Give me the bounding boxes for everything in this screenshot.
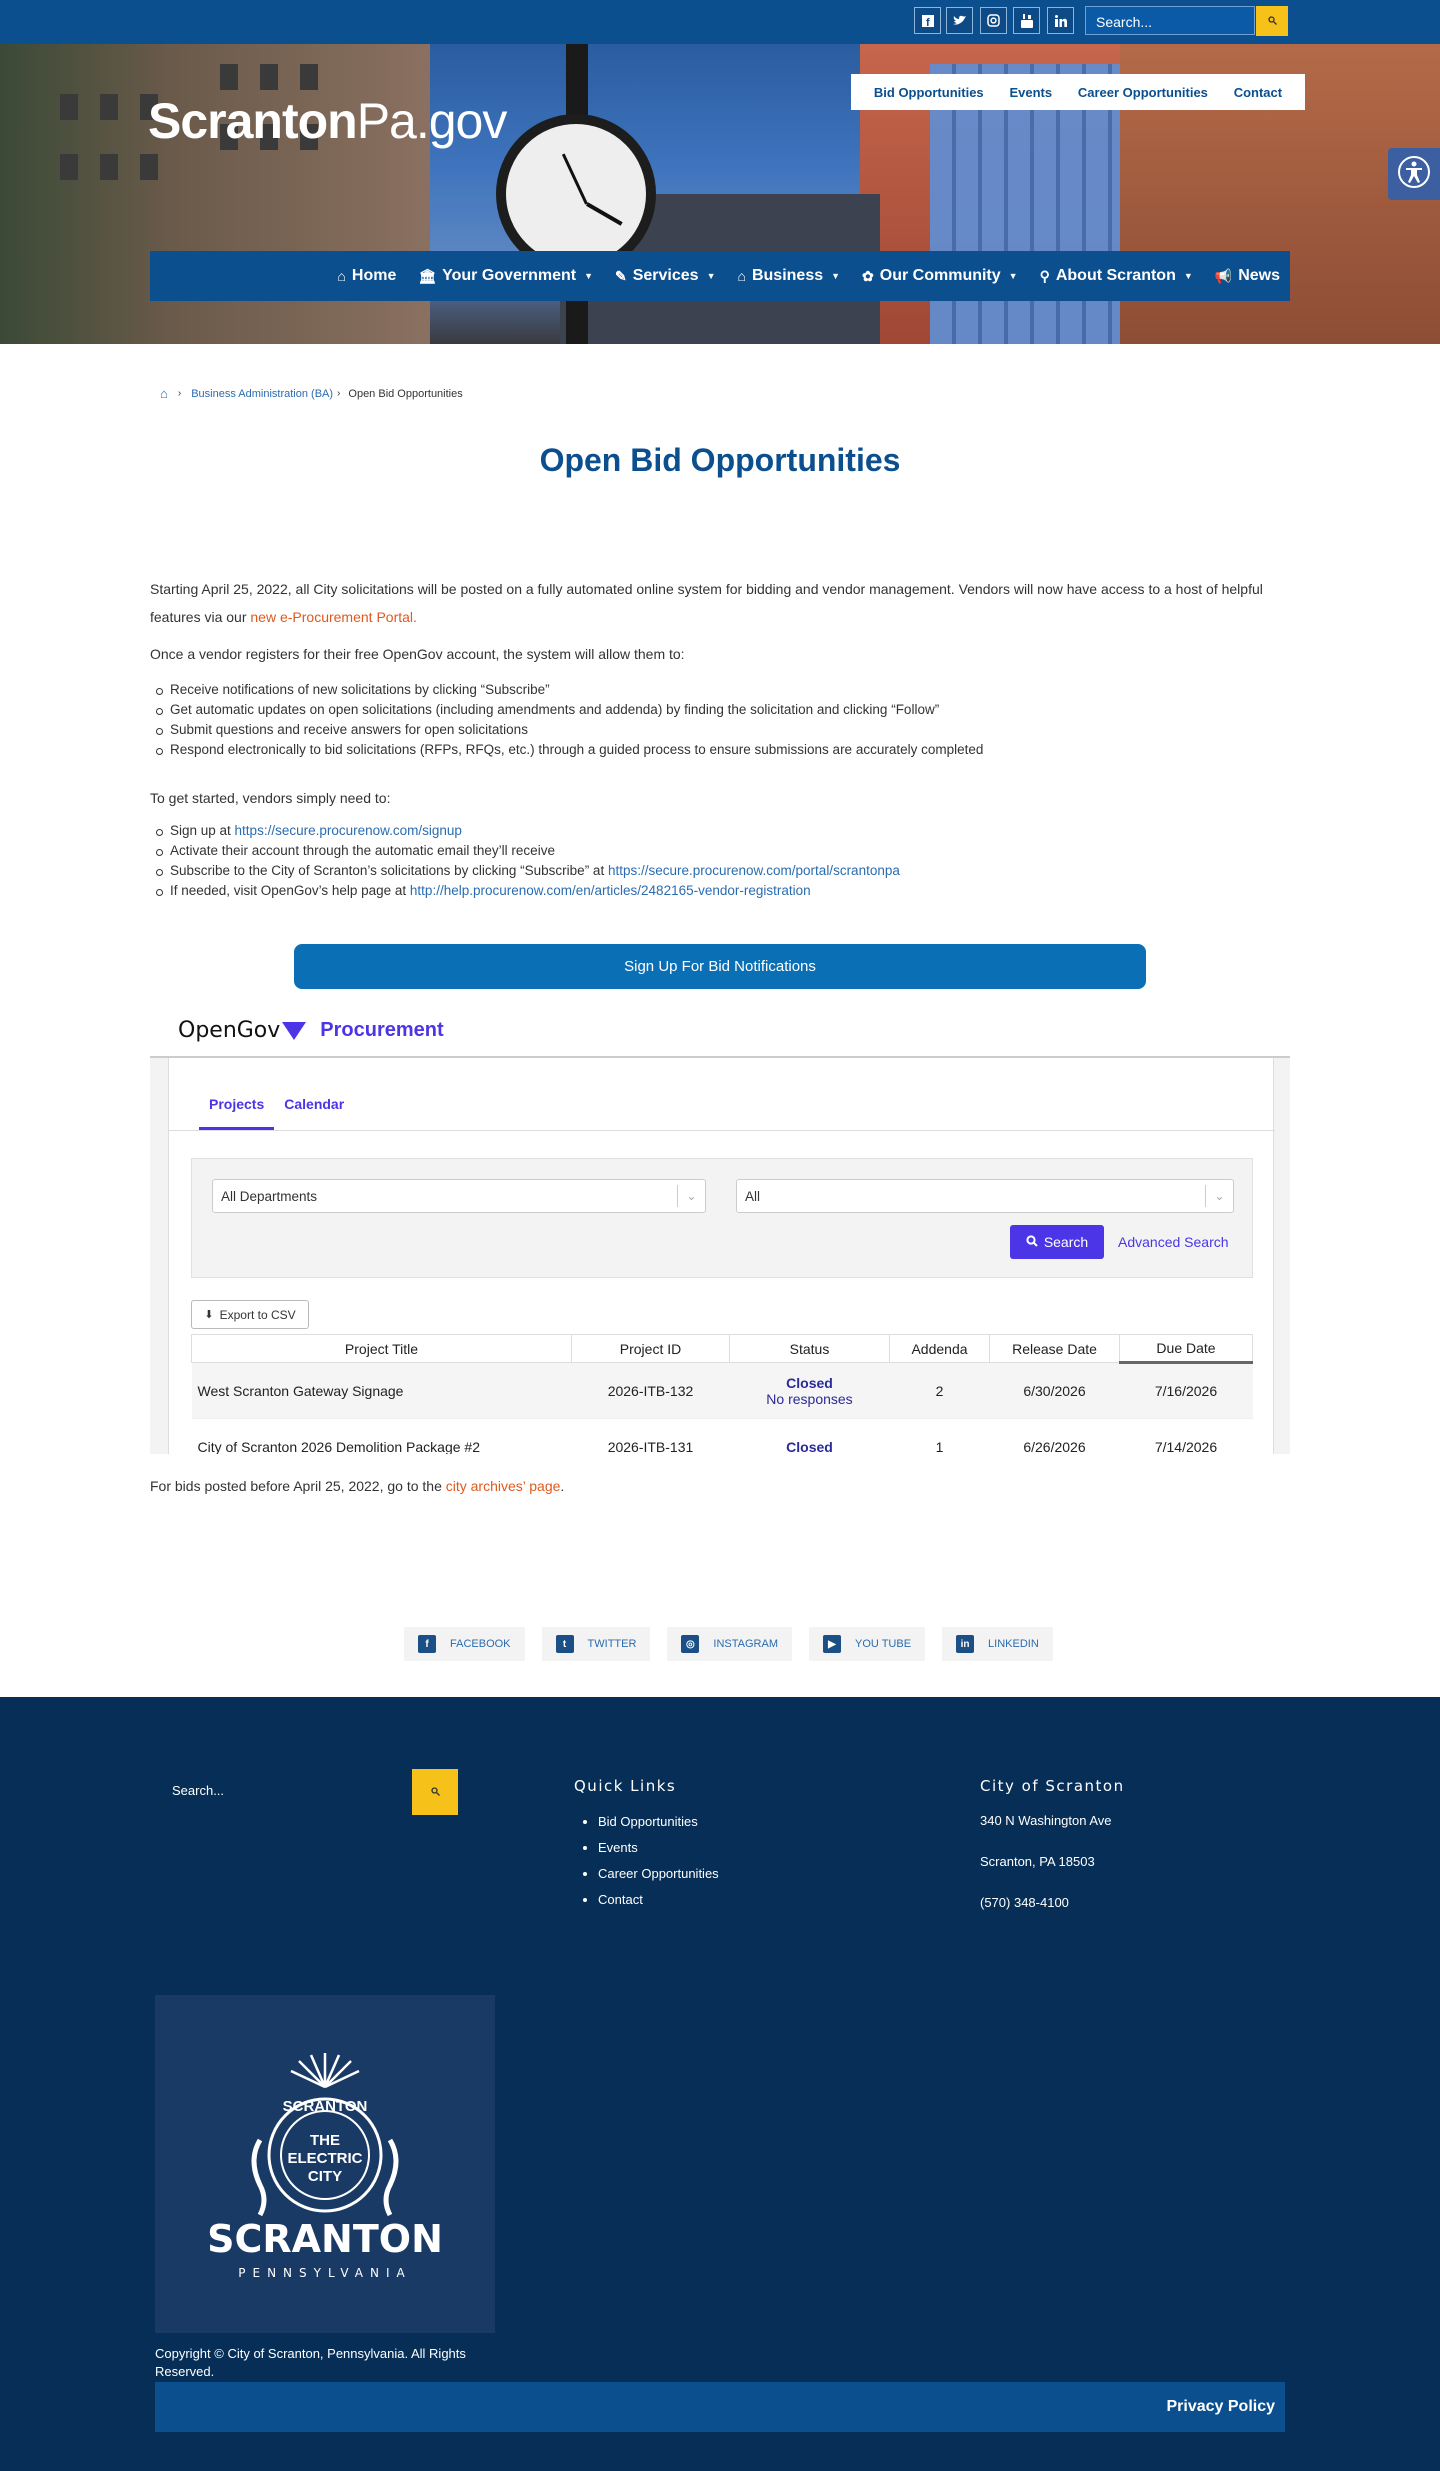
chevron-down-icon: ⌄: [677, 1185, 705, 1207]
column-header-release-date[interactable]: Release Date: [990, 1335, 1120, 1363]
nav-item-news[interactable]: [1215, 267, 1280, 285]
status-select[interactable]: [736, 1179, 1234, 1213]
column-header-status[interactable]: Status: [730, 1335, 890, 1363]
quick-link-bid-opportunities[interactable]: • Bid Opportunities: [598, 1809, 719, 1835]
list-item: [150, 861, 900, 881]
search-icon: [1026, 1234, 1038, 1250]
quick-links-heading: Quick Links: [574, 1777, 677, 1795]
logo-text-domain: Pa.gov: [356, 93, 507, 149]
department-select[interactable]: [212, 1179, 706, 1213]
caret-down-icon: ▼: [1008, 271, 1018, 281]
benefits-list: [150, 680, 983, 760]
status-cell: [730, 1419, 890, 1455]
quick-link-career-opportunities[interactable]: • Career Opportunities: [598, 1861, 719, 1887]
status-badge: Closed: [786, 1438, 833, 1454]
intro-text: Starting April 25, 2022, all City solicitations will be posted on a fully automated online system for bidding and vendor management. Vendors will now have access to a host of helpful features via our: [150, 581, 1263, 625]
seal-ring-text: SCRANTON: [282, 2098, 368, 2115]
community-icon: ✿: [862, 267, 874, 284]
column-header-project-id[interactable]: Project ID: [572, 1335, 730, 1363]
projects-table: [191, 1334, 1253, 1454]
seal-wordmark: SCRANTON: [207, 2217, 443, 2261]
linkedin-icon: in: [956, 1635, 974, 1653]
due-date-cell: 7/14/2026: [1120, 1419, 1253, 1455]
nav-item-home[interactable]: [337, 267, 396, 285]
tab-calendar[interactable]: Calendar: [284, 1096, 345, 1112]
twitter-square-icon[interactable]: [946, 7, 973, 34]
sign-up-bid-notifications-button[interactable]: Sign Up For Bid Notifications: [294, 944, 1146, 989]
list-item: Get automatic updates on open solicitations (including amendments and addenda) by finding the solicitation and clicking “Follow”: [150, 700, 983, 720]
table-header-row: [192, 1335, 1253, 1363]
utility-link-events[interactable]: Events: [1009, 84, 1053, 100]
home-icon[interactable]: ⌂: [160, 386, 168, 401]
status-badge: Closed: [786, 1374, 833, 1391]
nav-item-label: Your Government: [442, 267, 577, 284]
nav-item-label: Home: [351, 267, 397, 284]
nav-item-label: Services: [632, 267, 699, 284]
signup-url-link[interactable]: https://secure.procurenow.com/signup: [234, 823, 462, 838]
site-logo[interactable]: [148, 92, 506, 150]
home-icon: ⌂: [337, 268, 346, 284]
facebook-link[interactable]: [404, 1627, 525, 1661]
tab-projects[interactable]: Projects: [199, 1058, 274, 1130]
youtube-icon: ▶: [823, 1635, 841, 1653]
main-navigation: [150, 251, 1290, 301]
footer-bottom-bar: [155, 2382, 1285, 2432]
address-line-2: Scranton, PA 18503: [980, 1854, 1095, 1869]
street-clock-image: [496, 114, 656, 274]
status-note: No responses: [766, 1390, 853, 1407]
column-header-project-title[interactable]: Project Title: [192, 1335, 572, 1363]
release-date-cell: 6/26/2026: [990, 1419, 1120, 1455]
store-icon: ⌂: [737, 268, 746, 284]
table-row[interactable]: [192, 1363, 1253, 1419]
project-id-cell: 2026-ITB-132: [572, 1363, 730, 1419]
caret-down-icon: ▼: [1183, 271, 1193, 281]
utility-nav: [851, 74, 1305, 110]
social-label: FACEBOOK: [450, 1638, 511, 1650]
project-title-cell: West Scranton Gateway Signage: [192, 1363, 572, 1419]
opengov-triangle-icon: [282, 1022, 306, 1040]
opengov-widget-panel: [168, 1058, 1274, 1454]
project-title-cell: City of Scranton 2026 Demolition Package #2: [192, 1419, 572, 1455]
search-button-label: Search: [1043, 1234, 1089, 1250]
department-select-value: All Departments: [221, 1188, 318, 1204]
filters-panel: [191, 1158, 1253, 1278]
release-date-cell: 6/30/2026: [990, 1363, 1120, 1419]
nav-item-label: About Scranton: [1055, 267, 1176, 284]
city-heading: City of Scranton: [980, 1777, 1125, 1795]
advanced-search-link[interactable]: Advanced Search: [1118, 1234, 1229, 1250]
list-item: Respond electronically to bid solicitations (RFPs, RFQs, etc.) through a guided process to ensure submissions are accurately completed: [150, 740, 983, 760]
footer-search-input[interactable]: Search...: [156, 1769, 412, 1815]
due-date-cell: 7/16/2026: [1120, 1363, 1253, 1419]
caret-down-icon: ▼: [706, 271, 716, 281]
nav-item-label: Business: [751, 267, 824, 284]
widget-tabs: [199, 1058, 354, 1130]
caret-down-icon: ▼: [831, 271, 841, 281]
hero-banner: [0, 44, 1440, 344]
city-archives-link[interactable]: city archives’ page: [445, 1478, 561, 1494]
project-search-button[interactable]: [1010, 1225, 1104, 1259]
social-label: LINKEDIN: [988, 1638, 1039, 1650]
nav-item-your-government[interactable]: [418, 267, 593, 285]
status-select-value: All: [745, 1188, 761, 1204]
opengov-procurement-logo: [178, 1018, 444, 1043]
header-search-button[interactable]: [1256, 6, 1288, 36]
registration-paragraph: Once a vendor registers for their free OpenGov account, the system will allow them to:: [150, 646, 685, 662]
nav-item-services[interactable]: [615, 267, 716, 285]
help-url-link[interactable]: http://help.procurenow.com/en/articles/2482165-vendor-registration: [409, 883, 811, 898]
social-label: INSTAGRAM: [713, 1638, 778, 1650]
list-item: Submit questions and receive answers for open solicitations: [150, 720, 983, 740]
intro-paragraph: [150, 575, 1290, 631]
table-row[interactable]: [192, 1419, 1253, 1455]
facebook-icon: f: [418, 1635, 436, 1653]
opengov-widget: [150, 1056, 1290, 1454]
breadcrumb-separator: ›: [177, 388, 182, 399]
youtube-square-icon[interactable]: [1013, 7, 1040, 34]
search-icon: [431, 1783, 440, 1801]
step-text: Sign up at: [170, 823, 235, 838]
seal-center-text: ELECTRIC: [287, 2150, 363, 2167]
steps-list: [150, 821, 900, 901]
header-search-input[interactable]: Search...: [1085, 6, 1255, 35]
portal-url-link[interactable]: https://secure.procurenow.com/portal/scrantonpa: [607, 863, 900, 878]
breadcrumb-current: Open Bid Opportunities: [348, 387, 463, 400]
archives-note: [150, 1478, 564, 1494]
archives-text: For bids posted before April 25, 2022, go to the: [150, 1478, 446, 1494]
addenda-cell: 2: [890, 1363, 990, 1419]
utility-link-contact[interactable]: Contact: [1233, 84, 1283, 100]
megaphone-icon: 📢: [1214, 267, 1233, 284]
column-header-due-date[interactable]: Due Date: [1120, 1335, 1253, 1363]
addenda-cell: 1: [890, 1419, 990, 1455]
seal-state: PENNSYLVANIA: [238, 2266, 412, 2280]
social-label: TWITTER: [587, 1638, 637, 1650]
nav-item-label: Our Community: [879, 267, 1001, 284]
tab-divider: [169, 1130, 1275, 1131]
privacy-policy-link[interactable]: Privacy Policy: [1166, 2398, 1275, 2415]
footer-search-button[interactable]: [412, 1769, 458, 1815]
breadcrumb-separator: ›: [337, 388, 341, 399]
nav-item-business[interactable]: [738, 267, 841, 285]
breadcrumb-link-business-administration[interactable]: Business Administration (BA): [191, 387, 334, 400]
utility-link-career-opportunities[interactable]: Career Opportunities: [1077, 84, 1208, 100]
quick-link-events[interactable]: • Events: [598, 1835, 719, 1861]
linkedin-square-icon[interactable]: [1047, 7, 1074, 34]
facebook-square-icon[interactable]: [914, 7, 941, 34]
status-cell: [730, 1363, 890, 1419]
search-icon: [1268, 12, 1277, 30]
quick-links-list: [574, 1809, 719, 1913]
project-id-cell: 2026-ITB-131: [572, 1419, 730, 1455]
social-links-row: [404, 1627, 1070, 1661]
opengov-wordmark: OpenGov: [178, 1018, 281, 1043]
top-utility-bar: [0, 0, 1440, 44]
list-item: [150, 881, 900, 901]
list-item: [150, 821, 900, 841]
e-procurement-portal-link[interactable]: new e-Procurement Portal.: [250, 609, 417, 625]
site-footer: [0, 1697, 1440, 2471]
accessibility-toolbar-button[interactable]: [1388, 148, 1440, 200]
accessibility-icon: [1397, 155, 1431, 194]
twitter-link[interactable]: [542, 1627, 651, 1661]
nav-item-about-scranton[interactable]: [1040, 267, 1193, 285]
step-text: Subscribe to the City of Scranton’s solicitations by clicking “Subscribe” at: [170, 863, 608, 878]
list-item: Activate their account through the automatic email they’ll receive: [150, 841, 900, 861]
instagram-icon: ◎: [681, 1635, 699, 1653]
youtube-link[interactable]: [809, 1627, 925, 1661]
map-pin-icon: ⚲: [1039, 267, 1050, 284]
social-label: YOU TUBE: [855, 1638, 912, 1650]
twitter-icon: t: [556, 1635, 574, 1653]
seal-center-text: CITY: [307, 2168, 343, 2185]
get-started-paragraph: To get started, vendors simply need to:: [150, 790, 391, 806]
procurement-label: Procurement: [320, 1019, 444, 1041]
seal-center-text: THE: [310, 2132, 340, 2149]
nav-item-our-community[interactable]: [862, 267, 1018, 285]
linkedin-link[interactable]: [942, 1627, 1053, 1661]
export-csv-button[interactable]: [191, 1300, 309, 1329]
chevron-down-icon: ⌄: [1205, 1185, 1233, 1207]
caret-down-icon: ▼: [584, 271, 593, 281]
page-title: Open Bid Opportunities: [539, 442, 901, 478]
wrench-icon: ✎: [615, 267, 627, 284]
nav-item-label: News: [1238, 267, 1280, 284]
download-icon: ⬇: [204, 1309, 214, 1321]
copyright-text: Copyright © City of Scranton, Pennsylvania. All Rights Reserved.: [155, 2346, 466, 2379]
utility-link-bid-opportunities[interactable]: Bid Opportunities: [873, 84, 984, 100]
logo-text-bold: Scranton: [148, 93, 357, 149]
list-item: Receive notifications of new solicitations by clicking “Subscribe”: [150, 680, 983, 700]
step-text: If needed, visit OpenGov’s help page at: [170, 883, 410, 898]
column-header-addenda[interactable]: Addenda: [890, 1335, 990, 1363]
phone-number: (570) 348-4100: [980, 1895, 1069, 1910]
instagram-square-icon[interactable]: [980, 7, 1007, 34]
instagram-link[interactable]: [667, 1627, 792, 1661]
address-line-1: 340 N Washington Ave: [980, 1813, 1112, 1828]
building-icon: 🏛: [418, 267, 437, 284]
archives-period: .: [560, 1478, 565, 1494]
breadcrumb: [160, 386, 463, 401]
svg-text:f: f: [925, 16, 930, 27]
scranton-electric-city-logo: [155, 1995, 495, 2333]
export-button-label: Export to CSV: [219, 1307, 296, 1322]
quick-link-contact[interactable]: • Contact: [598, 1887, 719, 1913]
